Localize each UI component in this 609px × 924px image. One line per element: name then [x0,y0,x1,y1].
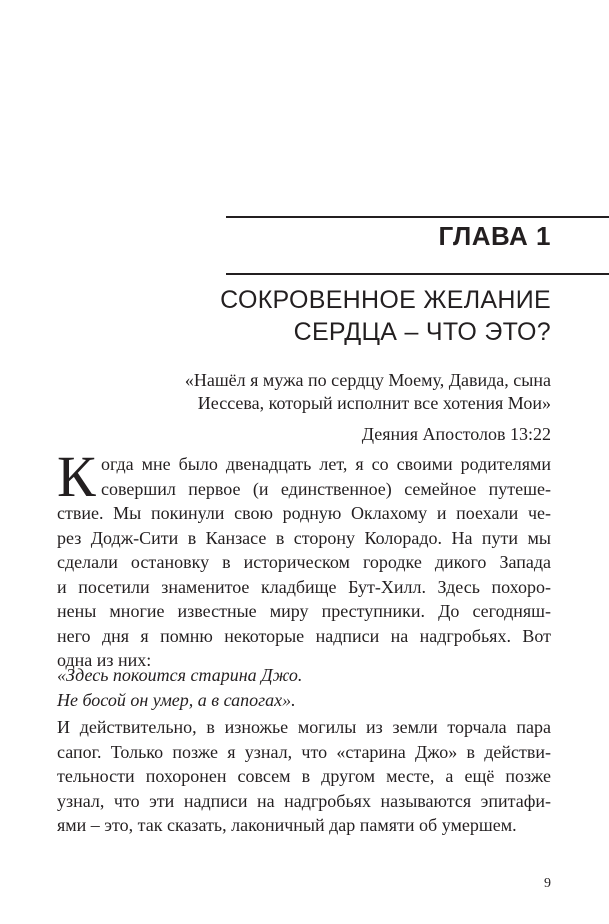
paragraph-line: одна из них: [57,650,152,670]
epigraph-line: Иессева, который исполнит все хотения Мои» [197,393,551,413]
poem-line: Не босой он умер, а в сапогах». [57,689,296,710]
drop-cap: К [57,444,96,509]
paragraph-line: нены многие известные миру преступники. До сегодняш- [57,601,551,621]
paragraph-line: рез Додж-Сити в Канзасе в сторону Колорадо. На пути мы [57,527,551,548]
chapter-top-rule [226,216,609,218]
chapter-title-line: СОКРОВЕННОЕ ЖЕЛАНИЕ [220,286,551,314]
paragraph-1 [57,444,551,673]
chapter-middle-rule [226,273,609,275]
paragraph-line: него дня я помню некоторые надписи на надгробьях. Вот [57,625,551,646]
chapter-title [220,284,551,348]
chapter-label: ГЛАВА 1 [438,221,551,251]
paragraph-line: огда мне было двенадцать лет, я со своими родителями [101,454,551,474]
paragraph-2 [57,715,551,838]
paragraph-line: и посетили знаменитое кладбище Бут-Хилл. Здесь похоро- [57,576,551,597]
paragraph-line: сапог. Только позже я узнал, что «старина Джо» в действи- [57,741,551,762]
paragraph-line: тельности похоронен совсем в другом месте, а ещё позже [57,766,551,786]
page-number: 9 [544,876,551,891]
paragraph-line: И действительно, в изножье могилы из земли торчала пара [57,717,551,737]
paragraph-line: ствие. Мы покинули свою родную Оклахому и поехали че- [57,503,551,523]
paragraph-line: совершил первое (и единственное) семейное путеше- [101,478,551,499]
chapter-title-line: СЕРДЦА – ЧТО ЭТО? [293,318,551,346]
epigraph-line: «Нашёл я мужа по сердцу Моему, Давида, сына [184,370,551,390]
epigraph-reference: Деяния Апостолов 13:22 [361,424,551,444]
epigraph-quote [81,369,551,415]
paragraph-line: ями – это, так сказать, лаконичный дар памяти об умершем. [57,815,517,835]
epitaph-poem [57,663,302,712]
paragraph-line: сделали остановку в историческом городке дикого Запада [57,552,551,572]
paragraph-line: узнал, что эти надписи на надгробьях называются эпитафи- [57,790,551,811]
poem-line: «Здесь покоится старина Джо. [57,665,303,685]
